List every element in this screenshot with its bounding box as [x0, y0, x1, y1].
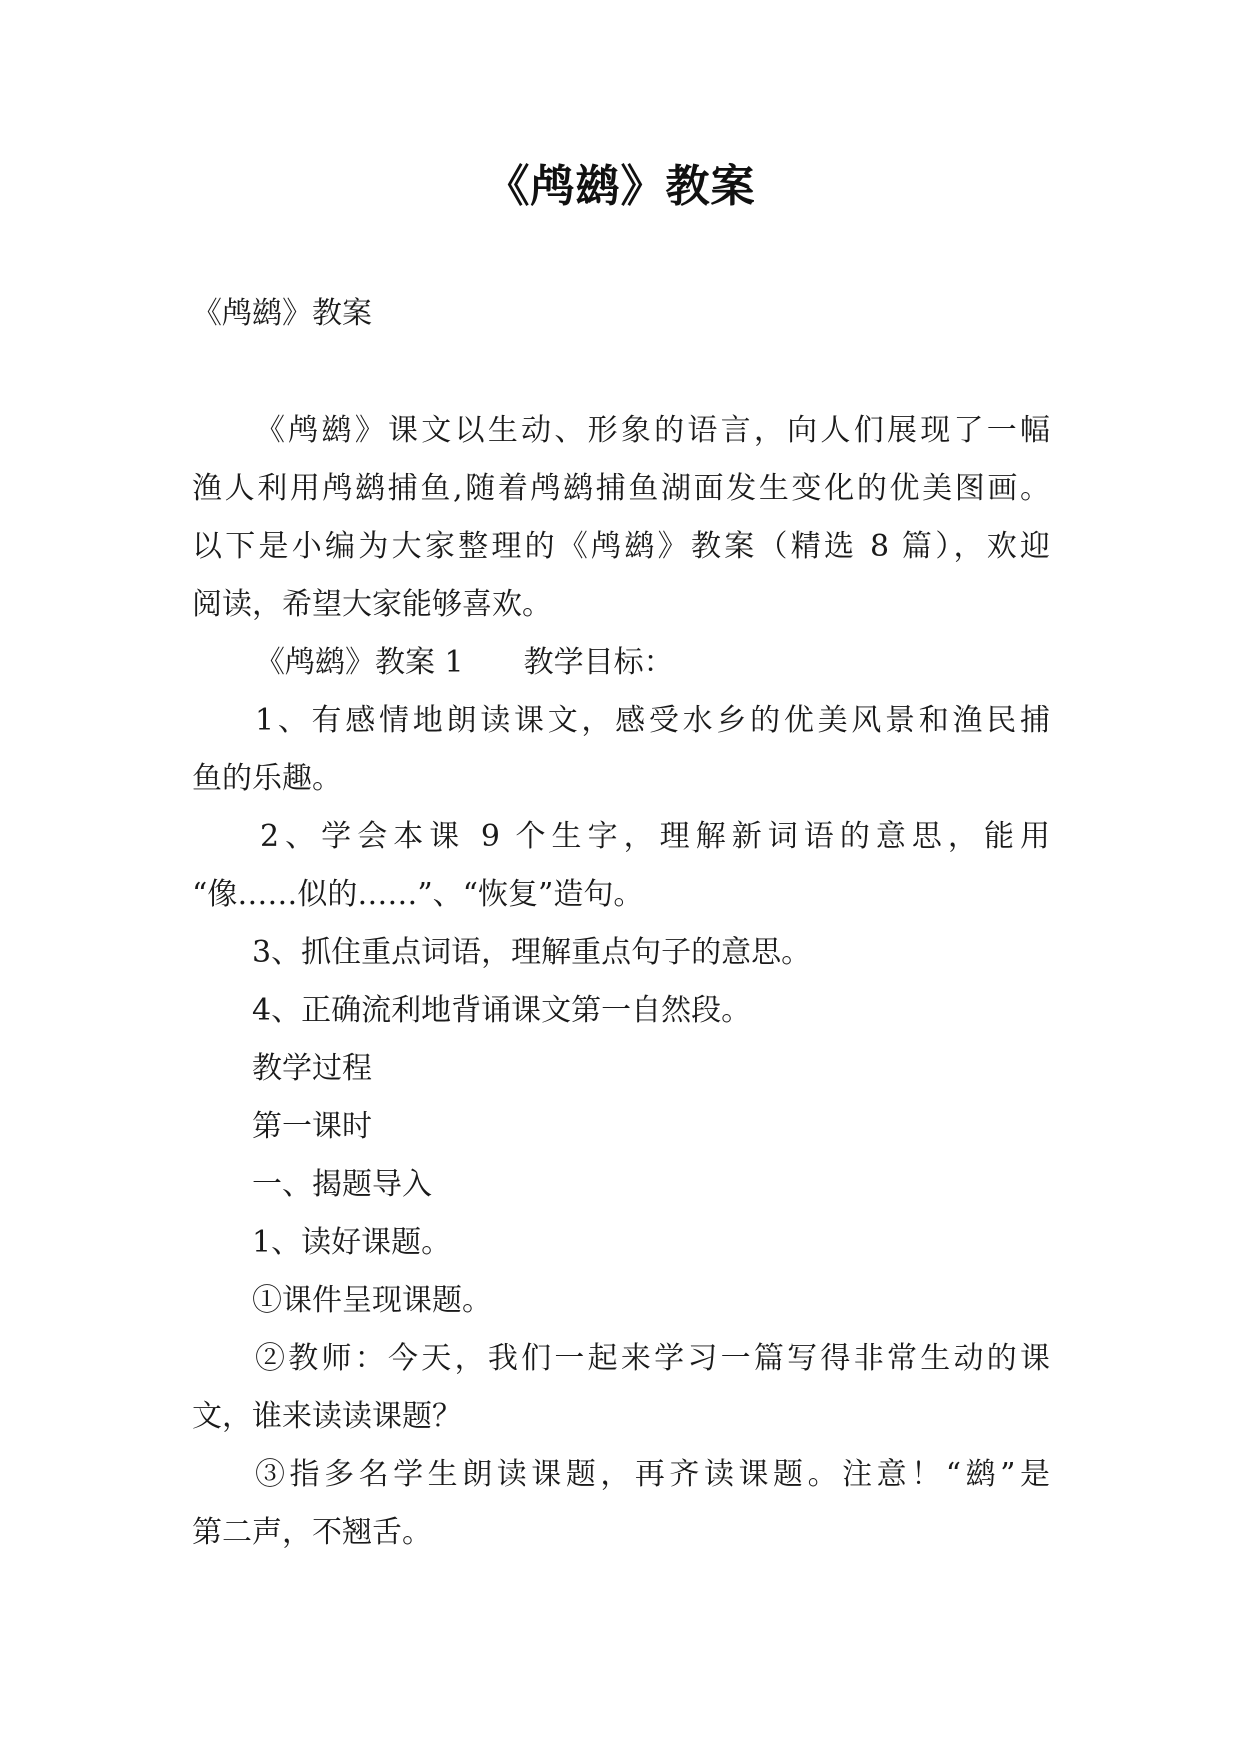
paragraph-line: 渔人利用鸬鹚捕鱼,随着鸬鹚捕鱼湖面发生变化的优美图画。: [192, 471, 1050, 506]
paragraph-line: 第二声，不翘舌。: [192, 1515, 432, 1550]
paragraph-line: 阅读，希望大家能够喜欢。: [192, 587, 552, 622]
paragraph-line: ②教师：今天，我们一起来学习一篇写得非常生动的课: [255, 1341, 1050, 1376]
paragraph-line: 1、读好课题。: [252, 1225, 452, 1260]
paragraph-line: 2、学会本课 9 个生字，理解新词语的意思，能用: [260, 819, 1050, 854]
paragraph-line: “像……似的……”、“恢复”造句。: [192, 877, 644, 912]
paragraph-line: 第一课时: [252, 1109, 372, 1144]
paragraph-line: 教学过程: [252, 1051, 372, 1086]
paragraph-line: ①课件呈现课题。: [252, 1283, 492, 1318]
section-heading: 《鸬鹚》教案 1 教学目标：: [255, 645, 674, 680]
paragraph-line: 文，谁来读读课题？: [192, 1399, 462, 1434]
document-subtitle: 《鸬鹚》教案: [192, 296, 372, 331]
paragraph-line: 一、揭题导入: [252, 1167, 432, 1202]
paragraph-line: 以下是小编为大家整理的《鸬鹚》教案（精选 8 篇），欢迎: [192, 529, 1050, 564]
paragraph-line: ③指多名学生朗读课题，再齐读课题。注意！“鹚”是: [255, 1457, 1050, 1492]
paragraph-line: 鱼的乐趣。: [192, 761, 342, 796]
paragraph-line: 1、有感情地朗读课文，感受水乡的优美风景和渔民捕: [255, 703, 1050, 738]
paragraph-line: 《鸬鹚》课文以生动、形象的语言，向人们展现了一幅: [255, 413, 1050, 448]
paragraph-line: 3、抓住重点词语，理解重点句子的意思。: [252, 935, 812, 970]
paragraph-line: 4、正确流利地背诵课文第一自然段。: [252, 993, 752, 1028]
document-title: 《鸬鹚》教案: [485, 161, 756, 212]
